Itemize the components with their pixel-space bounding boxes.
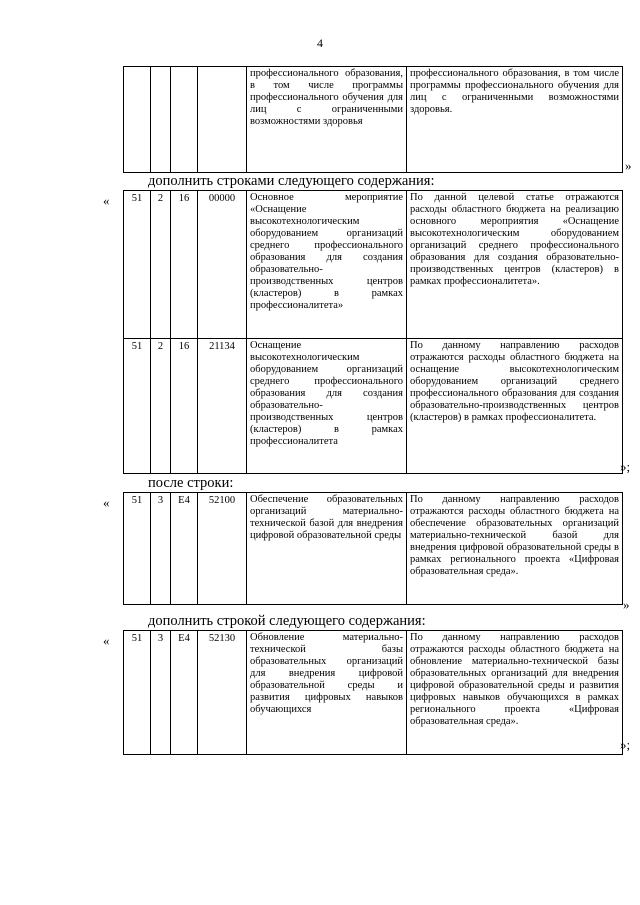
cell-c3: E4 bbox=[171, 631, 198, 755]
cell-description: По данному направлению расходов отражаются расходы областного бюджета на обновление материально-технической базы образовательных организаций для внедрения цифровой образовательной среды и развития цифровых навыков обучающихся в рамках регионального проекта «Цифровая образовательная среда». bbox=[407, 631, 623, 755]
cell-description: профессионального образования, в том числе программы профессионального обучения для лиц с ограниченными возможностями здоровья. bbox=[407, 67, 623, 173]
added-row-table bbox=[123, 630, 623, 755]
cell-name: Оснащение высокотехнологическим оборудованием организаций среднего профессионального образования для создания образовательно-производственных центров (кластеров) в рамках профессионалитета bbox=[247, 339, 407, 474]
close-quote: » bbox=[623, 597, 630, 612]
cell-name: Основное мероприятие «Оснащение высокотехнологическим оборудованием организаций среднего профессионального образования для создания образовательно-производственных центров (кластеров) в рамках профессионалитета» bbox=[247, 191, 407, 339]
open-quote: « bbox=[103, 193, 110, 208]
cell-c3: 16 bbox=[171, 339, 198, 474]
cell-c1: 51 bbox=[124, 631, 151, 755]
cell-c4: 00000 bbox=[198, 191, 247, 339]
cell-c2 bbox=[151, 67, 171, 173]
close-quote: » bbox=[625, 158, 632, 173]
cell-c4: 52100 bbox=[198, 493, 247, 605]
cell-c3: E4 bbox=[171, 493, 198, 605]
table-row bbox=[124, 631, 623, 755]
table-row bbox=[124, 339, 623, 474]
close-quote-semicolon: »; bbox=[620, 459, 631, 474]
cell-c2: 3 bbox=[151, 631, 171, 755]
cell-description: По данной целевой статье отражаются расходы областного бюджета на реализацию основного мероприятия «Оснащение высокотехнологическим оборудованием организаций среднего профессионального образования для создания образовательно-производственных центров (кластеров) в рамках профессионалитета». bbox=[407, 191, 623, 339]
reference-row-table bbox=[123, 492, 623, 605]
open-quote: « bbox=[103, 495, 110, 510]
instruction-heading-add-rows: дополнить строками следующего содержания: bbox=[148, 173, 435, 189]
instruction-heading-after-row: после строки: bbox=[148, 475, 234, 491]
cell-c1: 51 bbox=[124, 339, 151, 474]
cell-c3: 16 bbox=[171, 191, 198, 339]
instruction-heading-add-row: дополнить строкой следующего содержания: bbox=[148, 613, 426, 629]
table-row bbox=[124, 191, 623, 339]
cell-c1 bbox=[124, 67, 151, 173]
cell-name: профессионального образования, в том числе программы профессионального обучения для лиц с ограниченными возможностями здоровья bbox=[247, 67, 407, 173]
cell-c1: 51 bbox=[124, 493, 151, 605]
cell-name: Обновление материально-технической базы образовательных организаций для внедрения цифровой образовательной среды и развития цифровых навыков обучающихся bbox=[247, 631, 407, 755]
cell-description: По данному направлению расходов отражаются расходы областного бюджета на оснащение высокотехнологическим оборудованием организаций среднего профессионального образования для создания образовательно-производственных центров (кластеров) в рамках профессионалитета. bbox=[407, 339, 623, 474]
cell-c1: 51 bbox=[124, 191, 151, 339]
cell-c2: 2 bbox=[151, 339, 171, 474]
cell-c4 bbox=[198, 67, 247, 173]
top-continuation-table bbox=[123, 66, 623, 173]
cell-description: По данному направлению расходов отражаются расходы областного бюджета на обеспечение образовательных организаций материально-технической базой для внедрения цифровой образовательной среды в рамках регионального проекта «Цифровая образовательная среда». bbox=[407, 493, 623, 605]
added-rows-table bbox=[123, 190, 623, 474]
cell-c2: 2 bbox=[151, 191, 171, 339]
cell-c4: 52130 bbox=[198, 631, 247, 755]
cell-c4: 21134 bbox=[198, 339, 247, 474]
page-number: 4 bbox=[317, 36, 323, 50]
open-quote: « bbox=[103, 633, 110, 648]
cell-c2: 3 bbox=[151, 493, 171, 605]
table-row bbox=[124, 67, 623, 173]
close-quote-semicolon: »; bbox=[620, 737, 631, 752]
cell-c3 bbox=[171, 67, 198, 173]
table-row bbox=[124, 493, 623, 605]
cell-name: Обеспечение образовательных организаций материально-технической базой для внедрения цифровой образовательной среды bbox=[247, 493, 407, 605]
